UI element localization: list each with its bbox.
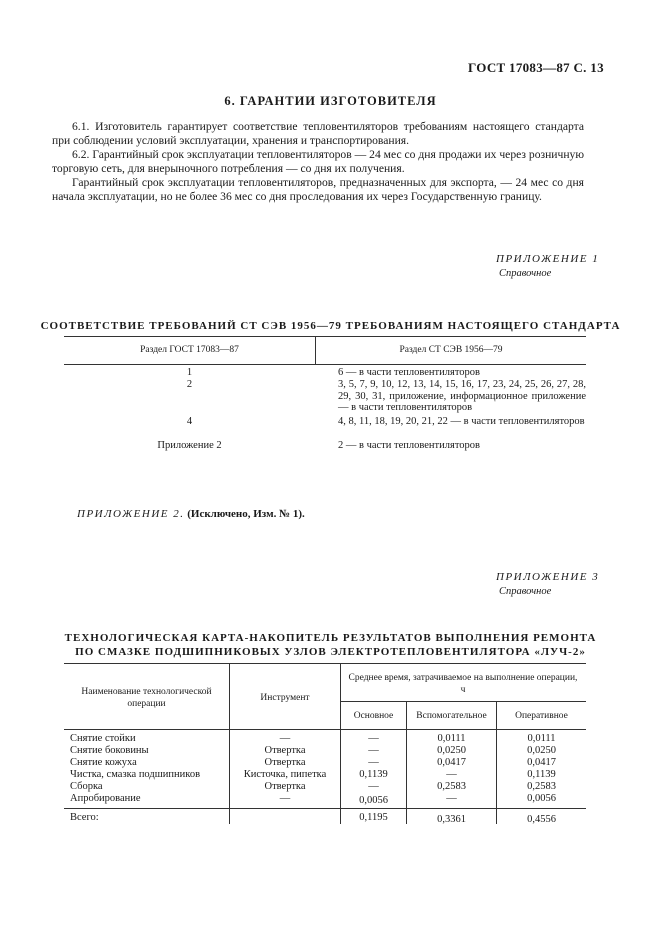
table-cell: 2 — в части тепловентиляторов [338, 440, 480, 451]
paragraph-6-1: 6.1. Изготовитель гарантирует соответствие тепловентиляторов требованиям настоящего стандарта при соблюдении условий эксплуатации, хранения и транспортирования. [52, 120, 584, 147]
table-rule [340, 701, 586, 702]
page-header: ГОСТ 17083—87 С. 13 [468, 60, 604, 75]
appendix-3-label: ПРИЛОЖЕНИЕ 3 [496, 571, 600, 583]
table-cell-op: Снятие боковины [70, 745, 149, 756]
table-header-operation: Наименование технологической операции [81, 687, 212, 709]
table-rule [64, 729, 586, 730]
table-cell-main: — [368, 733, 379, 744]
appendix-1-table-title: СООТВЕТСТВИЕ ТРЕБОВАНИЙ СТ СЭВ 1956—79 ТРЕБОВАНИЯМ НАСТОЯЩЕГО СТАНДАРТА [40, 320, 621, 332]
table-cell-tool: Отвертка [264, 781, 306, 792]
table-header-oper: Оперативное [515, 711, 568, 721]
table-cell-oper: 0,1139 [527, 769, 556, 780]
table-cell-aux: — [446, 793, 457, 804]
table-header-main: Основное [353, 711, 394, 721]
appendix-1-label: ПРИЛОЖЕНИЕ 1 [496, 253, 600, 265]
table-cell-main: 0,1139 [359, 769, 388, 780]
table-cell-main: 0,0056 [359, 795, 388, 806]
appendix-3-table-title-line2: ПО СМАЗКЕ ПОДШИПНИКОВЫХ УЗЛОВ ЭЛЕКТРОТЕПЛОВЕНТИЛЯТОРА «ЛУЧ-2» [75, 646, 586, 658]
table-header-tool: Инструмент [260, 693, 310, 703]
table-cell-tool: Отвертка [264, 745, 306, 756]
table-rule [64, 336, 586, 337]
table-header-aux: Вспомогательное [416, 711, 487, 721]
table-rule [64, 663, 586, 664]
table-cell-op: Снятие стойки [70, 733, 136, 744]
table-cell-oper: 0,0056 [527, 793, 556, 804]
appendix-3-table-title-line1: ТЕХНОЛОГИЧЕСКАЯ КАРТА-НАКОПИТЕЛЬ РЕЗУЛЬТАТОВ ВЫПОЛНЕНИЯ РЕМОНТА [64, 632, 597, 644]
appendix-2-text: (Исключено, Изм. № 1). [187, 508, 305, 520]
table-cell-main: — [368, 781, 379, 792]
table-cell-op: Всего: [70, 812, 99, 823]
appendix-2-label: ПРИЛОЖЕНИЕ 2. [77, 508, 185, 520]
table-rule [64, 364, 586, 365]
appendix-2-note [77, 508, 305, 520]
table-cell-main: — [368, 745, 379, 756]
table-header: Раздел СТ СЭВ 1956—79 [399, 345, 503, 355]
table-header-time-group: Среднее время, затрачиваемое на выполнение операции, ч [348, 673, 578, 695]
table-cell-oper: 0,0111 [527, 733, 556, 744]
table-cell-main: 0,1195 [359, 812, 388, 823]
table-cell-tool: — [279, 793, 291, 804]
table-cell-op: Апробирование [70, 793, 141, 804]
table-cell-aux: 0,0111 [437, 733, 466, 744]
table-cell-op: Снятие кожуха [70, 757, 137, 768]
table-cell-oper: 0,4556 [527, 814, 556, 825]
appendix-3-type: Справочное [499, 586, 552, 597]
table-cell: 4 [186, 416, 193, 427]
table-cell: 3, 5, 7, 9, 10, 12, 13, 14, 15, 16, 17, 23, 24, 25, 26, 27, 28, 29, 30, 31, приложение, информационное приложение — в части тепловентиляторов [338, 379, 586, 414]
table-cell-op: Чистка, смазка подшипников [70, 769, 201, 780]
appendix-1-type: Справочное [499, 268, 552, 279]
table-cell-oper: 0,0250 [527, 745, 556, 756]
table-cell: Приложение 2 [157, 440, 222, 451]
table-cell-op: Сборка [70, 781, 103, 792]
section-title: 6. ГАРАНТИИ ИЗГОТОВИТЕЛЯ [224, 94, 437, 108]
table-cell-oper: 0,2583 [527, 781, 556, 792]
table-header: Раздел ГОСТ 17083—87 [140, 345, 239, 355]
table-cell: 2 [186, 379, 193, 390]
table-cell: 4, 8, 11, 18, 19, 20, 21, 22 — в части тепловентиляторов [338, 416, 585, 427]
table-cell-tool: — [279, 733, 291, 744]
table-rule [64, 808, 586, 809]
table-cell-aux: 0,3361 [437, 814, 466, 825]
table-cell: 1 [186, 367, 193, 378]
table-cell-main: — [368, 757, 379, 768]
table-cell: 6 — в части тепловентиляторов [338, 367, 480, 378]
section-body [52, 120, 584, 204]
table-cell-tool: Кисточка, пипетка [243, 769, 327, 780]
table-cell-tool: Отвертка [264, 757, 306, 768]
table-cell-aux: 0,0417 [437, 757, 466, 768]
table-cell-aux: 0,2583 [437, 781, 466, 792]
table-cell-aux: 0,0250 [437, 745, 466, 756]
table-cell-aux: — [446, 769, 457, 780]
paragraph-6-2: 6.2. Гарантийный срок эксплуатации тепловентиляторов — 24 мес со дня продажи их через розничную торговую сеть, для внерыночного потребления — со дня их получения. [52, 148, 584, 175]
table-cell-oper: 0,0417 [527, 757, 556, 768]
paragraph-6-2-export: Гарантийный срок эксплуатации тепловентиляторов, предназначенных для экспорта, — 24 мес со дня начала эксплуатации, но не более 36 мес со дня проследования их через Государственную границу. [52, 176, 584, 203]
